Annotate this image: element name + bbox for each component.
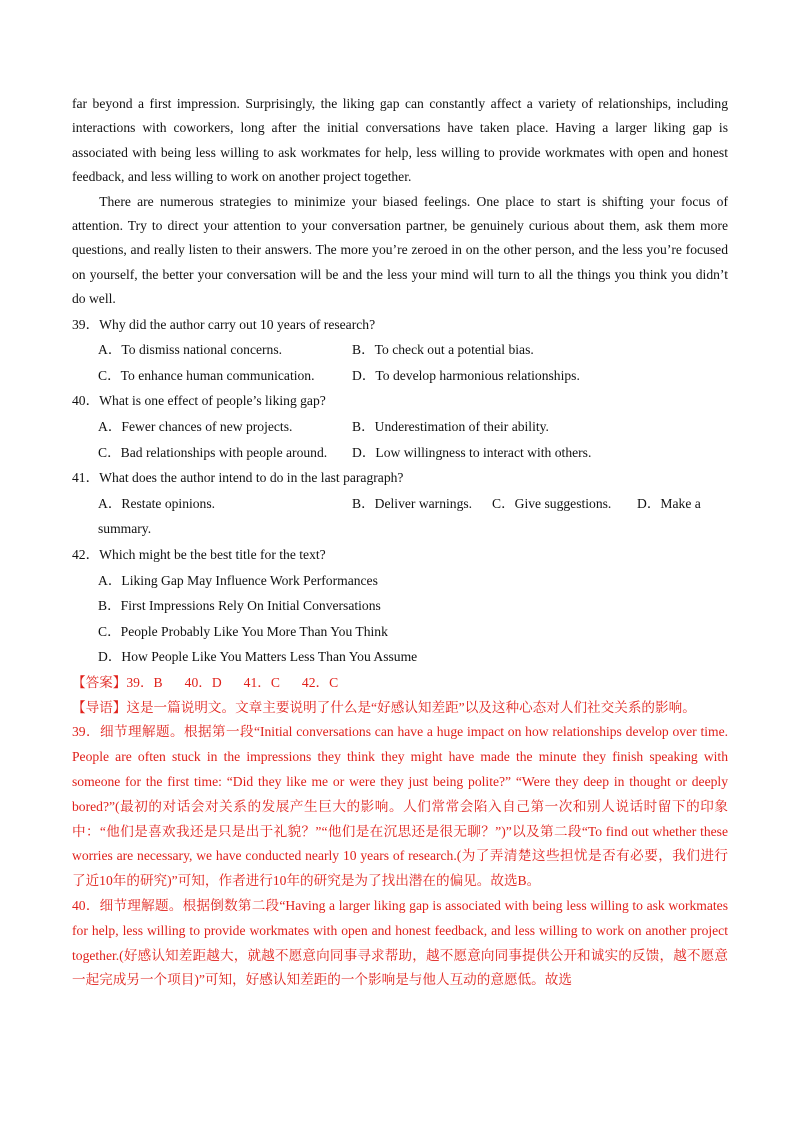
question-42-stem: 42．Which might be the best title for the text? — [72, 547, 326, 562]
option-40-c: C．Bad relationships with people around. — [98, 444, 328, 460]
option-42-d: D．How People Like You Matters Less Than You Assume — [98, 649, 418, 665]
option-42-b: B．First Impressions Rely On Initial Conversations — [98, 598, 381, 614]
option-39-c: C．To enhance human communication. — [98, 367, 315, 383]
option-40-b: B．Underestimation of their ability. — [352, 419, 549, 435]
guide — [72, 696, 728, 721]
passage-paragraph-2: There are numerous strategies to minimize your biased feelings. One place to start is shifting your focus of attention. Try to direct your attention to your conversation partner, be genuinely curious about them, ask them more questions, and really listen to their answers. The more you’re zeroed in on the other person, and the less you’re focused on yourself, the better your conversation will be and the less your mind will turn to all the things you think you didn’t do well. — [72, 193, 728, 307]
question-42-options — [72, 568, 728, 670]
question-41-stem: 41．What does the author intend to do in the last paragraph? — [72, 470, 404, 486]
option-41-d-continued: summary. — [98, 521, 152, 537]
guide-text: 这是一篇说明文。文章主要说明了什么是“好感认知差距”以及这种心态对人们社交关系的影响。 — [126, 699, 696, 715]
option-42-a: A．Liking Gap May Influence Work Performances — [98, 572, 378, 588]
passage-paragraph-1: far beyond a first impression. Surprisingly, the liking gap can constantly affect a variety of relationships, including interactions with coworkers, long after the initial conversations have taken place. Having a larger liking gap is associated with being less willing to ask workmates for help, less willing to provide workmates with open and honest feedback, and less willing to work on another project together. — [72, 96, 728, 185]
option-40-d: D．Low willingness to interact with others. — [352, 444, 592, 460]
answer-39: 39．B — [126, 674, 163, 690]
answer-label: 【答案】 — [72, 674, 127, 690]
option-40-a: A．Fewer chances of new projects. — [98, 419, 293, 435]
answer-40: 40．D — [184, 674, 222, 690]
explanation-39: 39．细节理解题。根据第一段“Initial conversations can have a huge impact on how relationships develop over time. People are often stuck in the impressions they think they might have made the minute they finish speaking with someone for the first time: “Did they like me or were they just being polite?” “Were they deep in thought or deeply bored?”(最初的对话会对关系的发展产生巨大的影响。人们常常会陷入自己第一次和别人说话时留下的印象中：“他们是喜欢我还是只是出于礼貌？”“他们是在沉思还是很无聊？”)”以及第二段“To find out whether these worries are necessary, we have conducted nearly 10 years of research.(为了弄清楚这些担忧是否有必要，我们进行了近10年的研究)”可知，作者进行10年的研究是为了找出潜在的偏见。故选B。 — [72, 724, 728, 889]
document-page — [72, 92, 728, 993]
option-41-b: B．Deliver warnings. — [352, 495, 473, 511]
question-40-options — [72, 414, 728, 465]
question-39-stem: 39．Why did the author carry out 10 years of research? — [72, 316, 376, 332]
answer-41: 41．C — [243, 674, 280, 690]
question-41-options — [72, 491, 728, 542]
question-40-stem: 40．What is one effect of people’s liking gap? — [72, 393, 326, 409]
option-41-c: C．Give suggestions. — [492, 495, 612, 511]
answer-42: 42．C — [301, 674, 339, 690]
option-39-b: B．To check out a potential bias. — [352, 342, 534, 358]
option-41-a: A．Restate opinions. — [98, 495, 216, 511]
explanation-40: 40．细节理解题。根据倒数第二段“Having a larger liking gap is associated with being less willing to ask workmates for help, less willing to provide workmates with open and honest feedback, and less willing to work on another project together.(好感认知差距越大，就越不愿意向同事寻求帮助，越不愿意向同事提供公开和诚实的反馈，越不愿意一起完成另一个项目)”可知，好感认知差距的一个影响是与他人互动的意愿低。故选 — [72, 897, 728, 988]
option-39-d: D．To develop harmonious relationships. — [352, 367, 580, 383]
answer-key — [72, 670, 728, 696]
option-39-a: A．To dismiss national concerns. — [98, 342, 283, 358]
guide-label: 【导语】 — [72, 699, 127, 715]
question-39-options — [72, 337, 728, 388]
option-42-c: C．People Probably Like You More Than You Think — [98, 623, 388, 639]
option-41-d: D．Make a — [637, 495, 701, 511]
